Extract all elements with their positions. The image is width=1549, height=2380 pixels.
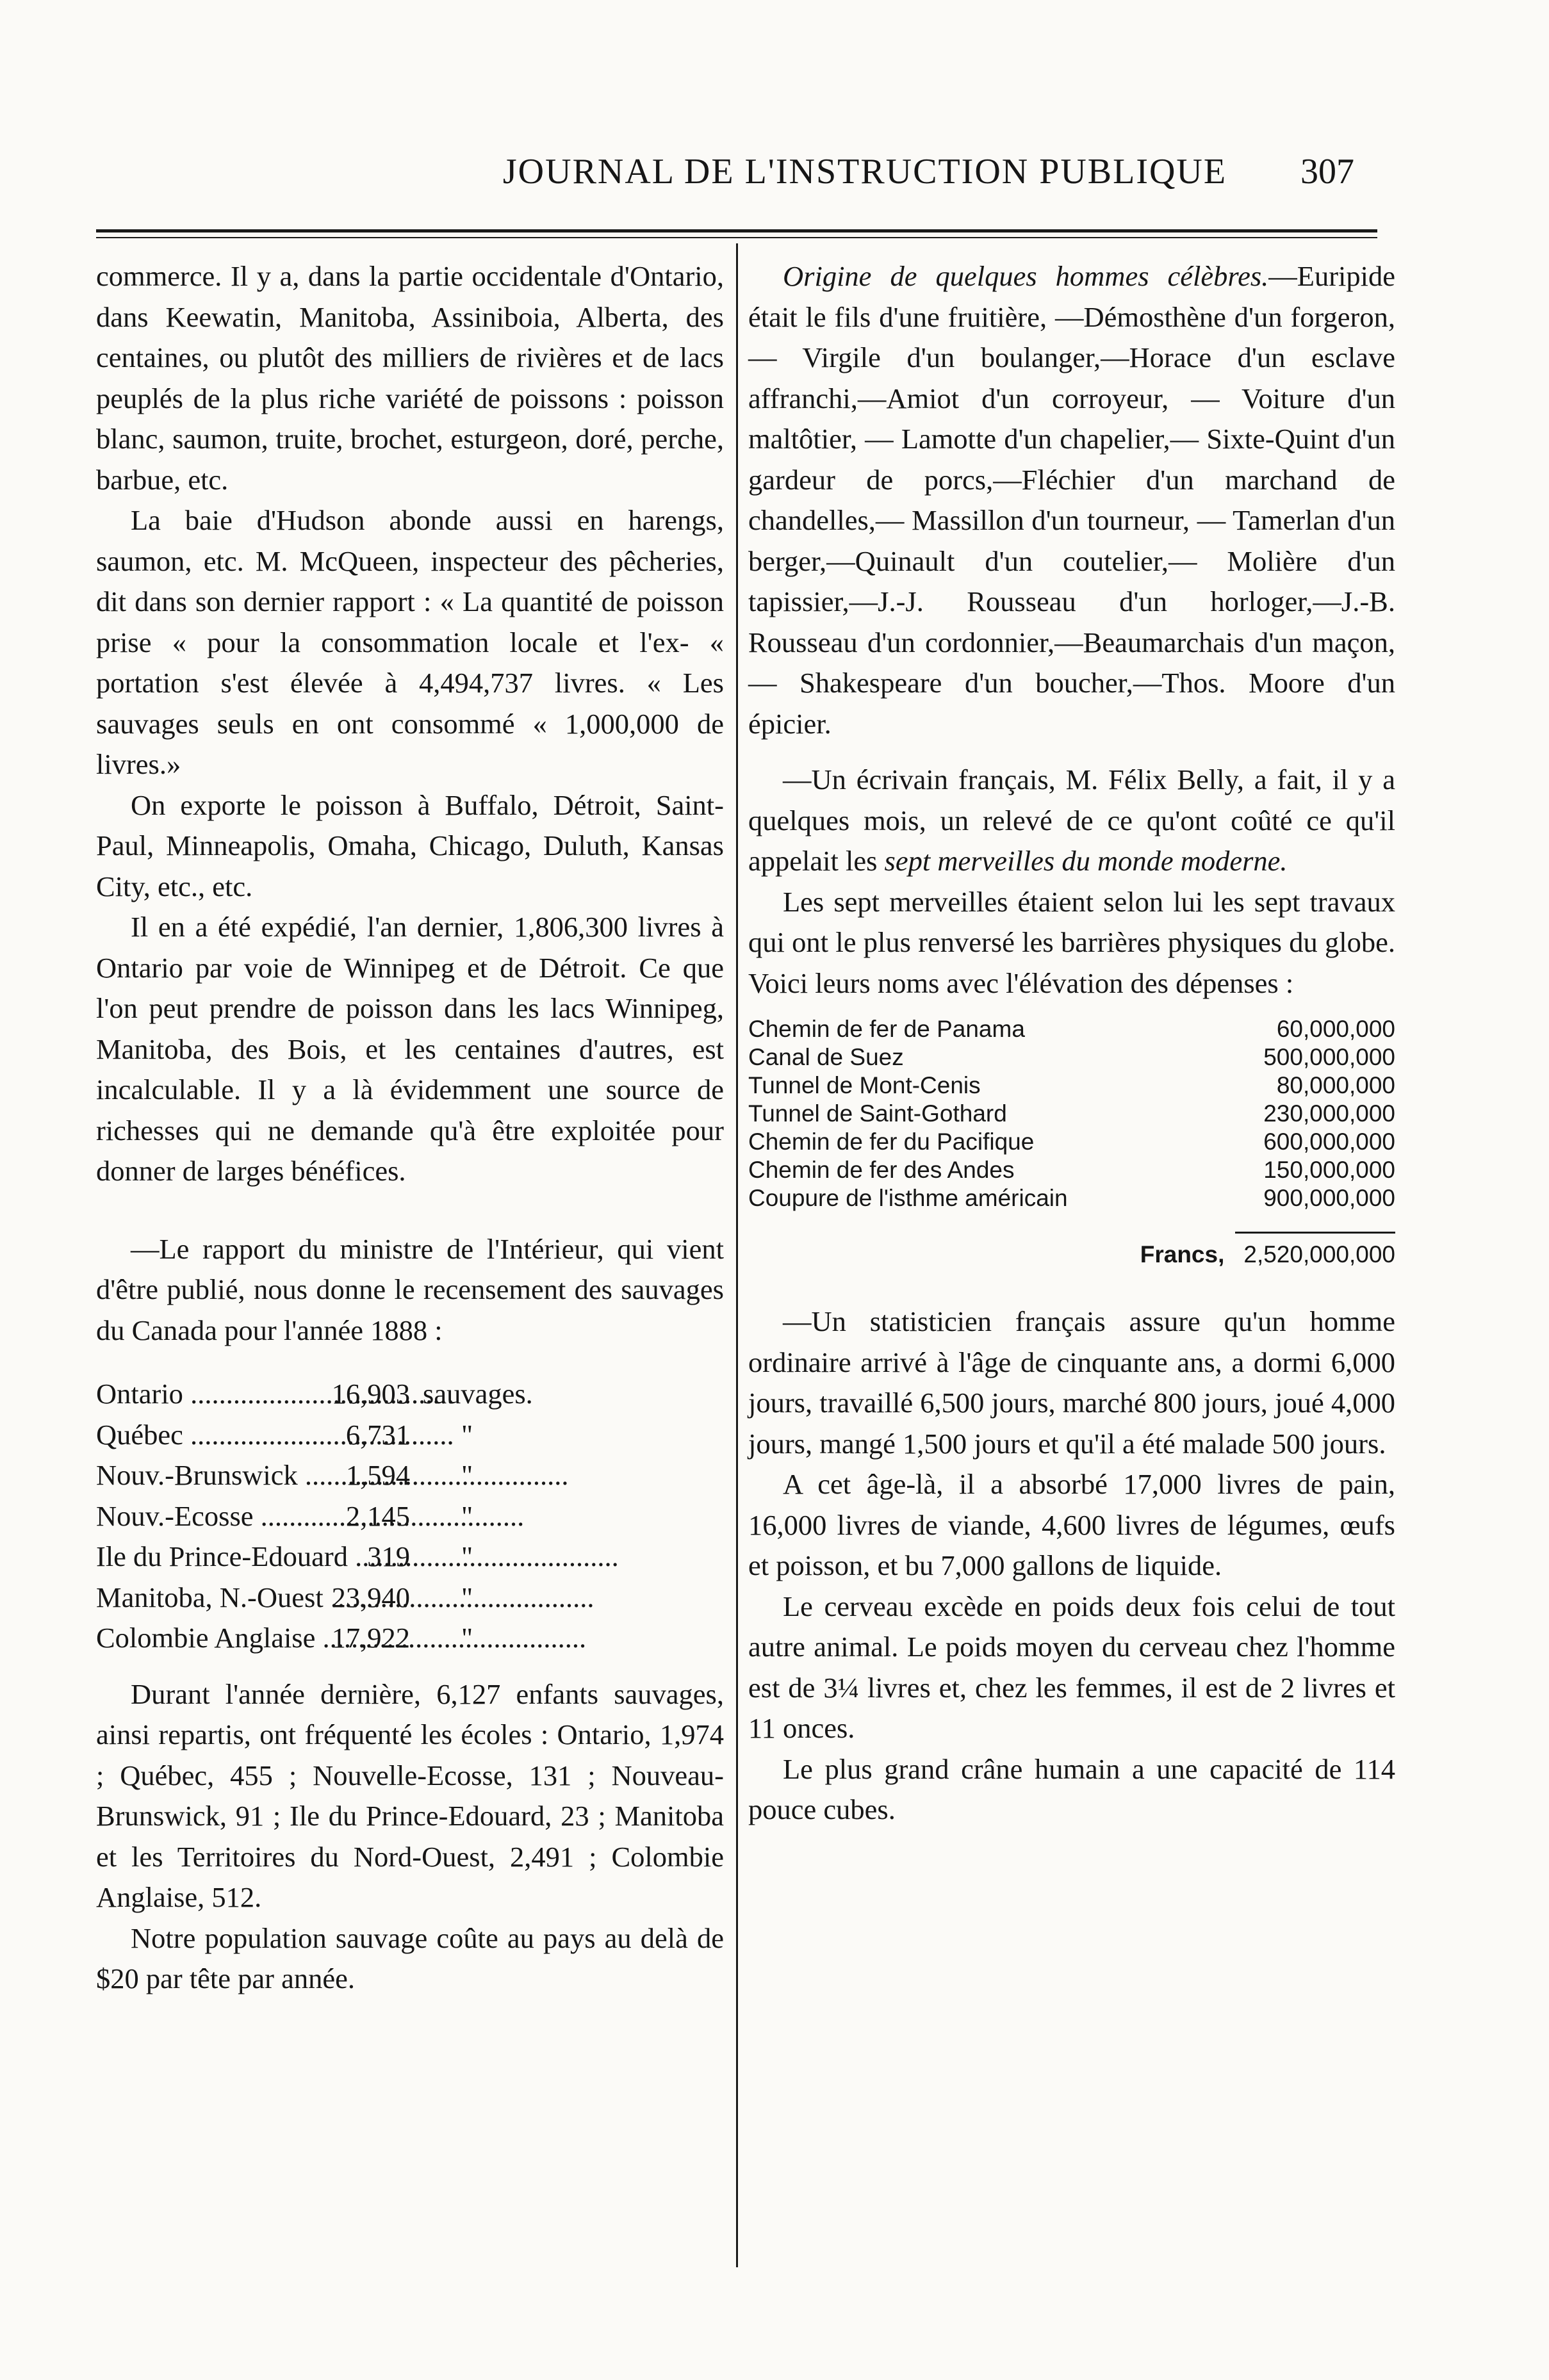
census-unit: " xyxy=(461,1418,473,1451)
census-table xyxy=(96,1374,724,1659)
paragraph-census-intro: —Le rapport du ministre de l'Intérieur, qui vient d'être publié, nous donne le recensement des sauvages du Canada pour l'année 1888 : xyxy=(96,1232,724,1346)
column-divider xyxy=(736,243,738,2267)
running-head: JOURNAL DE L'INSTRUCTION PUBLIQUE xyxy=(502,152,1227,192)
census-unit: " xyxy=(461,1540,473,1572)
famous-origins-title: Origine de quelques hommes célèbres. xyxy=(783,260,1269,292)
paragraph-schools: Durant l'année dernière, 6,127 enfants sauvages, ainsi repartis, ont fréquenté les écoles : Ontario, 1,974 ; Québec, 455 ; Nouvelle-Ecosse, 131 ; Nouveau-Brunswick, 91 ; Ile du Prince-Edouard, 23 ; Manitoba et les Territoires du Nord-Ouest, 2,491 ; Colombie Anglaise, 512. xyxy=(96,1677,724,1913)
header-rule-thin xyxy=(96,237,1377,238)
cost-row xyxy=(748,1100,1395,1128)
cost-row xyxy=(748,1128,1395,1156)
census-province: Nouv.-Ecosse ..... xyxy=(96,1496,314,1537)
left-column xyxy=(96,256,724,2000)
paragraph-exports: On exporte le poisson à Buffalo, Détroit, Saint-Paul, Minneapolis, Omaha, Chicago, Duluth, Kansas City, etc., etc. xyxy=(96,788,724,902)
wonders-cost-table xyxy=(748,1015,1395,1269)
cost-total-rule xyxy=(1235,1232,1395,1234)
census-province: Nouv.-Brunswick ..... xyxy=(96,1455,314,1496)
paragraph-brain-weight: Le cerveau excède en poids deux fois celui de tout autre animal. Le poids moyen du cerveau chez l'homme est de 3¼ livres et, chez les femmes, il est de 2 livres et 11 onces. xyxy=(748,1590,1395,1744)
cost-name: Coupure de l'isthme américain xyxy=(748,1185,1068,1211)
cost-value: 150,000,000 xyxy=(1263,1157,1395,1183)
census-row xyxy=(96,1374,724,1415)
cost-value: 60,000,000 xyxy=(1276,1016,1395,1042)
census-unit: " xyxy=(461,1459,473,1491)
page-number: 307 xyxy=(1300,152,1354,192)
census-row xyxy=(96,1536,724,1577)
cost-row xyxy=(748,1156,1395,1184)
cost-value: 230,000,000 xyxy=(1263,1100,1395,1127)
cost-total-label: Francs, xyxy=(1140,1241,1225,1267)
census-province: Ile du Prince-Edouard ..... xyxy=(96,1536,314,1577)
cost-name: Chemin de fer du Pacifique xyxy=(748,1129,1035,1155)
cost-row xyxy=(748,1043,1395,1072)
census-value: 1,594 xyxy=(345,1459,410,1491)
paragraph-seven-wonders-intro xyxy=(748,760,1395,882)
cost-value: 600,000,000 xyxy=(1263,1129,1395,1155)
famous-origins-text: —Euripide était le fils d'une fruitière, —Démosthène d'un forgeron,— Virgile d'un boulanger,—Horace d'un esclave affranchi,—Amiot d'un corroyeur, — Voiture d'un maltôtier, — Lamotte d'un chapelier,— Sixte-Quint d'un gardeur de porcs,—Fléchier d'un marchand de chandelles,— Massillon d'un tourneur, — Tamerlan d'un berger,—Quinault d'un coutelier,— Molière d'un tapissier,—J.-J. Rousseau d'un horloger,—J.-B. Rousseau d'un cordonnier,—Beaumarchais d'un maçon,— Shakespeare d'un boucher,—Thos. Moore d'un épicier. xyxy=(748,260,1395,740)
paragraph-shipments: Il en a été expédié, l'an dernier, 1,806,300 livres à Ontario par voie de Winnipeg et de Détroit. Ce que l'on peut prendre de poisson dans les lacs Winnipeg, Manitoba, des Bois, et les centaines d'autres, est incalculable. Il y a là évidemment une source de richesses qui ne demande qu'à être exploitée pour donner de larges bénéfices. xyxy=(96,911,724,1187)
census-row xyxy=(96,1415,724,1456)
census-province: Manitoba, N.-Ouest ..... xyxy=(96,1577,314,1618)
cost-name: Tunnel de Saint-Gothard xyxy=(748,1100,1007,1127)
cost-value: 900,000,000 xyxy=(1263,1185,1395,1211)
paragraph-statistician: —Un statisticien français assure qu'un homme ordinaire arrivé à l'âge de cinquante ans, a dormi 6,000 jours, travaillé 6,500 jours, marché 800 jours, joué 4,000 jours, mangé 1,500 jours et qu'il a été malade 500 jours. xyxy=(748,1305,1395,1460)
seven-wonders-lead: —Un écrivain français, M. Félix Belly, a fait, il y a quelques mois, un relevé de ce qu'ont coûté ce qu'il appelait les xyxy=(748,763,1395,877)
census-row xyxy=(96,1455,724,1496)
paragraph-famous-origins xyxy=(748,256,1395,744)
census-unit: " xyxy=(461,1581,473,1613)
cost-row xyxy=(748,1184,1395,1212)
seven-wonders-italic: sept merveilles du monde moderne. xyxy=(884,845,1288,877)
cost-name: Canal de Suez xyxy=(748,1044,904,1070)
cost-row xyxy=(748,1015,1395,1043)
census-unit: " xyxy=(461,1499,473,1532)
cost-name: Chemin de fer des Andes xyxy=(748,1157,1015,1183)
census-value: 16,903 xyxy=(331,1378,410,1410)
paragraph-consumption: A cet âge-là, il a absorbé 17,000 livres de pain, 16,000 livres de viande, 4,600 livres de légumes, œufs et poisson, et bu 7,000 gallons de liquide. xyxy=(748,1468,1395,1581)
cost-name: Tunnel de Mont-Cenis xyxy=(748,1072,981,1098)
paragraph-skull: Le plus grand crâne humain a une capacité de 114 pouce cubes. xyxy=(748,1752,1395,1825)
paragraph-fisheries: commerce. Il y a, dans la partie occidentale d'Ontario, dans Keewatin, Manitoba, Assiniboia, Alberta, des centaines, ou plutôt des milliers de rivières et de lacs peuplés de la plus riche variété de poissons : poisson blanc, saumon, truite, brochet, esturgeon, doré, perche, barbue, etc. xyxy=(96,260,724,496)
census-province: Ontario ..... xyxy=(96,1374,314,1415)
census-value: 6,731 xyxy=(345,1418,410,1451)
census-province: Colombie Anglaise ..... xyxy=(96,1618,314,1659)
cost-total xyxy=(748,1240,1395,1269)
paragraph-seven-wonders: Les sept merveilles étaient selon lui les sept travaux qui ont le plus renversé les barrières physiques du globe. Voici leurs noms avec l'élévation des dépenses : xyxy=(748,885,1395,999)
census-value: 319 xyxy=(367,1540,410,1572)
census-unit: sauvages. xyxy=(423,1378,533,1410)
census-province: Québec ..... xyxy=(96,1415,314,1456)
census-row xyxy=(96,1496,724,1537)
census-value: 2,145 xyxy=(345,1499,410,1532)
paragraph-hudson-bay: La baie d'Hudson abonde aussi en harengs, saumon, etc. M. McQueen, inspecteur des pêcheries, dit dans son dernier rapport : « La quantité de poisson prise « pour la consommation locale et l'ex- « portation s'est élevée à 4,494,737 livres. « Les sauvages seuls en ont consommé « 1,000,000 de livres.» xyxy=(96,504,724,780)
cost-value: 500,000,000 xyxy=(1263,1044,1395,1070)
cost-row xyxy=(748,1072,1395,1100)
cost-name: Chemin de fer de Panama xyxy=(748,1016,1025,1042)
census-row xyxy=(96,1618,724,1659)
header-rule-thick xyxy=(96,229,1377,232)
census-value: 23,940 xyxy=(331,1581,410,1613)
census-value: 17,922 xyxy=(331,1622,410,1654)
paragraph-cost-per-head: Notre population sauvage coûte au pays au delà de $20 par tête par année. xyxy=(96,1921,724,1994)
cost-total-value: 2,520,000,000 xyxy=(1243,1241,1395,1267)
right-column xyxy=(748,256,1395,1830)
census-unit: " xyxy=(461,1622,473,1654)
census-row xyxy=(96,1577,724,1618)
cost-value: 80,000,000 xyxy=(1276,1072,1395,1098)
